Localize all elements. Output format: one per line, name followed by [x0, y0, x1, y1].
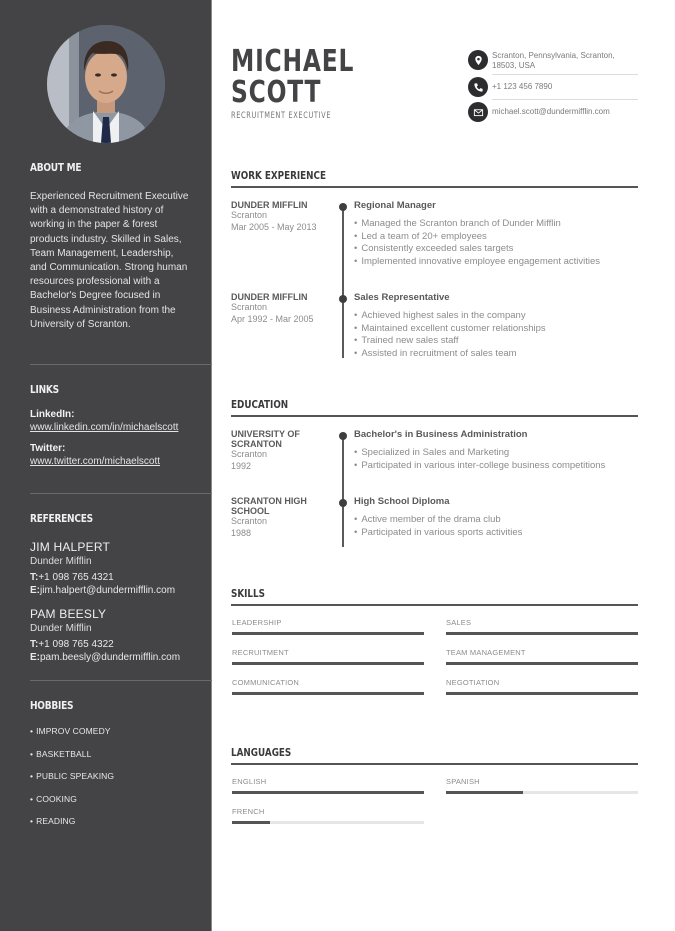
link-label: Twitter:	[30, 443, 66, 454]
education-heading: EDUCATION	[231, 398, 289, 411]
location: Scranton	[231, 302, 268, 312]
school-name: UNIVERSITY OF SCRANTON	[231, 429, 300, 449]
section-rule	[231, 186, 638, 188]
reference-phone: T:+1 098 765 4321	[30, 572, 114, 583]
hobbies-heading: HOBBIES	[30, 699, 74, 712]
contact-list	[468, 50, 638, 124]
skill-label: COMMUNICATION	[232, 678, 300, 687]
skill-bar-fill	[232, 692, 424, 695]
date-range: Apr 1992 - Mar 2005	[231, 313, 314, 324]
sidebar-divider	[30, 680, 212, 681]
skill-leadership	[232, 618, 424, 635]
bullet-item: • Maintained excellent customer relationships	[354, 323, 644, 336]
skill-bar-fill	[232, 662, 424, 665]
twitter-link[interactable]: www.twitter.com/michaelscott	[30, 456, 161, 467]
section-rule	[231, 763, 638, 765]
skill-label: LEADERSHIP	[232, 618, 282, 627]
language-bar	[446, 791, 638, 794]
language-bar	[232, 821, 424, 824]
hobby-list	[30, 726, 212, 839]
bullet-item: • Assisted in recruitment of sales team	[354, 348, 644, 361]
bullet-item: • Specialized in Sales and Marketing	[354, 447, 644, 460]
address-text: Scranton, Pennsylvania, Scranton, 18503, USA	[492, 51, 615, 70]
bullet-item: • Participated in various sports activities	[354, 527, 644, 540]
profile-photo-icon	[47, 25, 165, 143]
location-pin-icon	[468, 50, 488, 70]
skill-bar	[232, 632, 424, 635]
timeline-dot	[339, 432, 347, 440]
skill-recruitment	[232, 648, 424, 665]
skill-sales	[446, 618, 638, 635]
about-section	[30, 161, 212, 332]
reference-email[interactable]: E:jim.halpert@dundermifflin.com	[30, 585, 176, 596]
role-title: Sales Representative	[354, 292, 450, 303]
skill-label: RECRUITMENT	[232, 648, 289, 657]
bullet-list	[354, 310, 644, 360]
timeline-dot	[339, 203, 347, 211]
section-rule	[231, 604, 638, 606]
language-label: SPANISH	[446, 777, 480, 786]
phone-text[interactable]: +1 123 456 7890	[492, 82, 553, 91]
skill-label: SALES	[446, 618, 472, 627]
link-linkedin	[30, 409, 212, 433]
school-name: SCRANTON HIGH SCHOOL	[231, 496, 307, 516]
bullet-item: • Trained new sales staff	[354, 335, 644, 348]
reference-item	[30, 607, 212, 664]
skill-bar-fill	[446, 632, 638, 635]
link-twitter	[30, 443, 212, 467]
language-bar-fill	[232, 791, 424, 794]
year: 1988	[231, 527, 252, 538]
skill-bar	[232, 662, 424, 665]
language-label: FRENCH	[232, 807, 265, 816]
work-heading: WORK EXPERIENCE	[231, 169, 326, 182]
language-french	[232, 807, 424, 824]
hobby-item: • IMPROV COMEDY	[30, 726, 212, 749]
contact-phone	[468, 75, 638, 99]
skill-bar	[446, 692, 638, 695]
bullet-list	[354, 447, 644, 472]
reference-name: JIM HALPERT	[30, 540, 110, 554]
location: Scranton	[231, 449, 268, 459]
year: 1992	[231, 460, 252, 471]
link-label: LinkedIn:	[30, 409, 75, 420]
hobby-item: • READING	[30, 816, 212, 839]
job-title: RECRUITMENT EXECUTIVE	[231, 111, 332, 121]
links-section	[30, 383, 212, 467]
language-bar-fill	[232, 821, 270, 824]
bullet-item: • Achieved highest sales in the company	[354, 310, 644, 323]
links-heading: LINKS	[30, 383, 59, 396]
hobby-item: • BASKETBALL	[30, 749, 212, 772]
envelope-icon	[468, 102, 488, 122]
skill-negotiation	[446, 678, 638, 695]
language-spanish	[446, 777, 638, 794]
language-bar	[232, 791, 424, 794]
bullet-item: • Participated in various inter-college business competitions	[354, 460, 644, 473]
skill-team-management	[446, 648, 638, 665]
skill-bar-fill	[446, 692, 638, 695]
reference-name: PAM BEESLY	[30, 607, 107, 621]
timeline-line	[342, 206, 344, 358]
hobbies-section	[30, 699, 212, 839]
language-bar-fill	[446, 791, 523, 794]
email-text[interactable]: michael.scott@dundermifflin.com	[492, 107, 610, 116]
reference-company: Dunder Mifflin	[30, 623, 92, 634]
contact-address	[468, 50, 638, 74]
degree-title: High School Diploma	[354, 496, 450, 507]
degree-title: Bachelor's in Business Administration	[354, 429, 528, 440]
about-text: Experienced Recruitment Executive with a demonstrated history of working in the paper & forest products industry. Skilled in Sales, Team Management, Leadership, and Communication. Strong human resources professional with a Bachelor's Degree focused in Business Administration from the University of Scranton.	[30, 191, 189, 330]
skill-label: TEAM MANAGEMENT	[446, 648, 526, 657]
bullet-list	[354, 514, 644, 539]
bullet-item: • Managed the Scranton branch of Dunder Mifflin	[354, 218, 644, 231]
references-heading: REFERENCES	[30, 512, 93, 525]
full-name	[231, 46, 354, 108]
hobby-item: • COOKING	[30, 794, 212, 817]
location: Scranton	[231, 210, 268, 220]
bullet-item: • Active member of the drama club	[354, 514, 644, 527]
hobby-item: • PUBLIC SPEAKING	[30, 771, 212, 794]
sidebar-divider	[30, 493, 212, 494]
company-name: DUNDER MIFFLIN	[231, 200, 308, 210]
sidebar	[0, 0, 212, 931]
skills-heading: SKILLS	[231, 587, 265, 600]
bullet-item: • Implemented innovative employee engagement activities	[354, 256, 644, 269]
skill-communication	[232, 678, 424, 695]
skill-bar	[446, 662, 638, 665]
reference-phone: T:+1 098 765 4322	[30, 639, 114, 650]
language-english	[232, 777, 424, 794]
skill-bar-fill	[232, 632, 424, 635]
timeline-line	[342, 435, 344, 547]
company-name: DUNDER MIFFLIN	[231, 292, 308, 302]
skill-label: NEGOTIATION	[446, 678, 500, 687]
last-name: SCOTT	[231, 75, 322, 110]
avatar	[47, 25, 165, 143]
references-section	[30, 512, 212, 664]
sidebar-divider	[30, 364, 212, 365]
timeline-dot	[339, 295, 347, 303]
skill-bar	[446, 632, 638, 635]
language-label: ENGLISH	[232, 777, 267, 786]
skill-bar-fill	[446, 662, 638, 665]
timeline-dot	[339, 499, 347, 507]
bullet-item: • Consistently exceeded sales targets	[354, 243, 644, 256]
date-range: Mar 2005 - May 2013	[231, 221, 317, 232]
about-heading: ABOUT ME	[30, 161, 82, 174]
languages-heading: LANGUAGES	[231, 746, 292, 759]
first-name: MICHAEL	[231, 44, 355, 79]
bullet-item: • Led a team of 20+ employees	[354, 231, 644, 244]
reference-item	[30, 540, 212, 597]
phone-icon	[468, 77, 488, 97]
role-title: Regional Manager	[354, 200, 436, 211]
linkedin-link[interactable]: www.linkedin.com/in/michaelscott	[30, 422, 179, 433]
location: Scranton	[231, 516, 268, 526]
reference-company: Dunder Mifflin	[30, 556, 92, 567]
bullet-list	[354, 218, 644, 268]
skill-bar	[232, 692, 424, 695]
section-rule	[231, 415, 638, 417]
contact-email	[468, 100, 638, 124]
reference-email[interactable]: E:pam.beesly@dundermifflin.com	[30, 652, 181, 663]
